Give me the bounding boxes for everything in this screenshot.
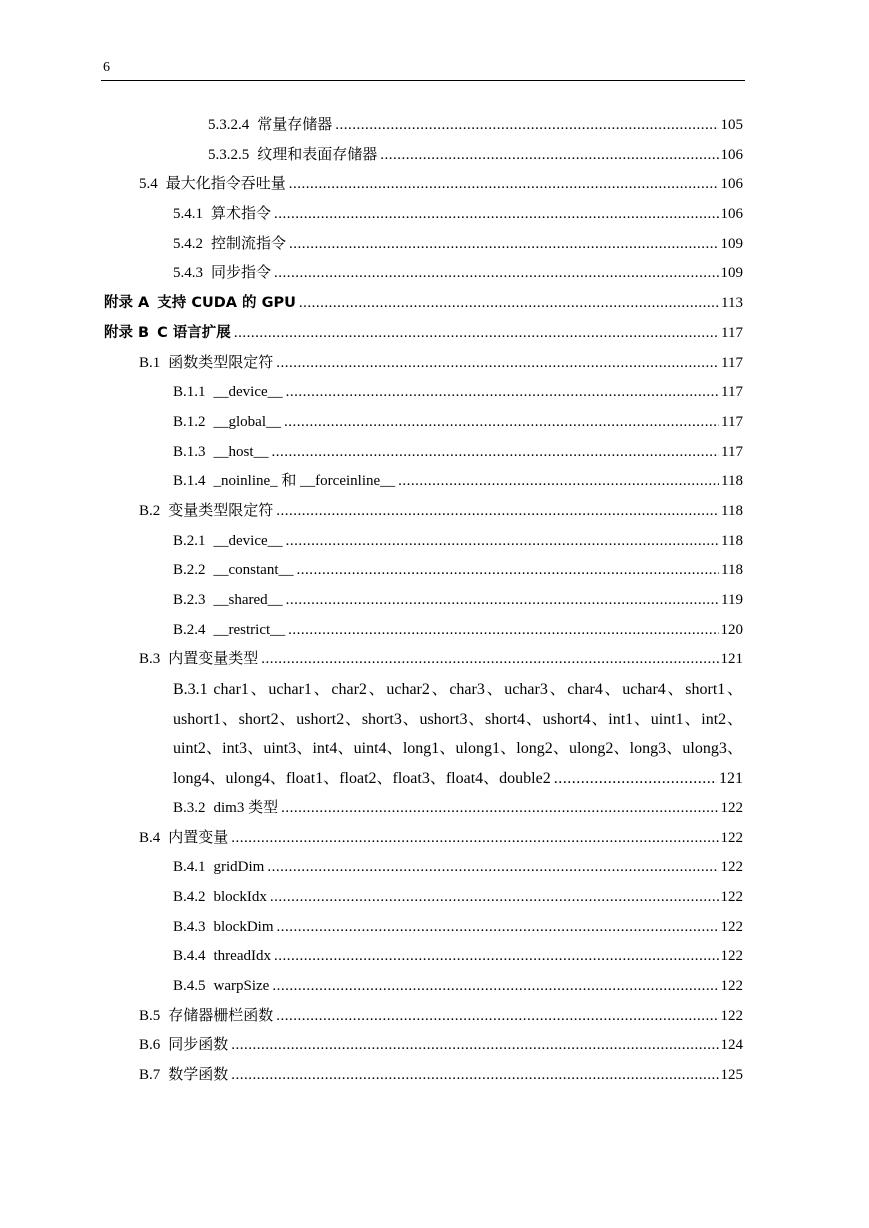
toc-entry-page: 117 xyxy=(721,413,743,430)
toc-entry-row xyxy=(173,913,743,943)
page-number: 6 xyxy=(103,60,110,75)
toc-entry-number: 5.4.3 xyxy=(173,265,203,282)
toc-entry-page: 122 xyxy=(720,918,743,935)
toc-entry-label: 同步指令 xyxy=(211,265,272,282)
toc-entry-row xyxy=(173,586,743,616)
toc-entry-number: B.4.2 xyxy=(173,888,206,905)
dot-leader xyxy=(231,1031,718,1061)
dot-leader xyxy=(231,1061,718,1091)
toc-entry-row xyxy=(208,111,743,141)
toc-entry-label: blockIdx xyxy=(213,888,267,905)
toc-entry-row xyxy=(139,349,743,379)
toc-entry-title xyxy=(139,645,258,675)
dot-leader xyxy=(380,141,718,171)
toc-entry-row xyxy=(173,259,743,289)
toc-entry[interactable] xyxy=(0,972,869,1002)
toc-entry-label: _noinline_ 和 __forceinline__ xyxy=(213,473,396,490)
toc-entry-title xyxy=(104,289,296,319)
toc-entry-number: B.6 xyxy=(139,1037,161,1054)
toc-entry-number: B.2.3 xyxy=(173,592,206,608)
toc-entry-page: 121 xyxy=(720,651,743,668)
toc-entry-row xyxy=(139,645,743,675)
toc-entry-title xyxy=(173,616,285,646)
toc-entry-number: B.2.2 xyxy=(173,562,206,579)
toc-entry-label: 变量类型限定符 xyxy=(168,502,274,519)
toc-entry-title xyxy=(173,942,271,972)
dot-leader xyxy=(289,170,719,200)
toc-entry-number: B.4.4 xyxy=(173,948,206,965)
toc-entry-row xyxy=(208,141,743,171)
toc-entry-page: 118 xyxy=(721,562,743,579)
toc-entry[interactable] xyxy=(0,942,869,972)
dot-leader xyxy=(276,497,719,527)
toc-entry-title xyxy=(139,824,228,854)
toc-entry-row xyxy=(173,794,743,824)
toc-entry-page: 105 xyxy=(720,117,743,133)
toc-entry-page: 119 xyxy=(721,592,743,608)
toc-entry-label: 内置变量 xyxy=(168,829,229,846)
toc-entry-line xyxy=(173,705,743,735)
toc-entry-number: B.4 xyxy=(139,829,161,846)
toc-entry-label: 数学函数 xyxy=(168,1067,229,1083)
toc-entry-label: ushort1、short2、ushort2、short3、ushort3、short4、ushort4、int1、uint1、int2、 xyxy=(173,710,743,728)
toc-entry-title xyxy=(173,853,264,883)
toc-entry-page: 117 xyxy=(721,324,743,341)
toc-entry-label: 函数类型限定符 xyxy=(168,354,274,371)
toc-entry-label: 常量存储器 xyxy=(257,117,333,133)
toc-entry-number: B.2.1 xyxy=(173,532,206,549)
toc-entry[interactable] xyxy=(0,1061,869,1091)
toc-entry[interactable] xyxy=(0,200,869,230)
toc-entry-row xyxy=(139,1061,743,1091)
toc-entry[interactable] xyxy=(0,645,869,675)
toc-entry-label: long4、ulong4、float1、float2、float3、float4、double2 xyxy=(173,770,551,788)
toc-entry-label: 最大化指令吞吐量 xyxy=(165,176,286,193)
toc-entry-page: 122 xyxy=(720,948,743,965)
toc-entry-row xyxy=(173,972,743,1002)
toc-entry[interactable] xyxy=(0,438,869,468)
dot-leader xyxy=(286,378,719,408)
toc-entry-row xyxy=(173,200,743,230)
toc-entry-page: 121 xyxy=(719,770,743,788)
toc-entry-label: dim3 类型 xyxy=(213,799,279,816)
toc-entry-page: 118 xyxy=(721,473,743,490)
toc-entry-page: 122 xyxy=(720,799,743,816)
toc-entry-number: 5.4.1 xyxy=(173,206,203,223)
dot-leader xyxy=(274,942,719,972)
toc-entry-row xyxy=(173,438,743,468)
toc-entry-label: B.3.1 char1、uchar1、char2、uchar2、char3、uchar3、char4、uchar4、short1、 xyxy=(173,681,743,699)
toc-entry-number: 5.4 xyxy=(139,176,158,193)
toc-entry[interactable] xyxy=(0,111,869,141)
dot-leader xyxy=(288,616,718,646)
toc-entry-number: 附录 A xyxy=(104,295,150,312)
toc-entry[interactable] xyxy=(0,289,869,319)
toc-entry-label: C 语言扩展 xyxy=(157,324,231,341)
toc-entry[interactable] xyxy=(0,1002,869,1032)
toc-entry-title xyxy=(173,378,283,408)
dot-leader xyxy=(276,349,719,379)
toc-entry-number: B.2.4 xyxy=(173,621,206,638)
toc-entry-number: B.4.5 xyxy=(173,977,206,994)
toc-entry-label: __device__ xyxy=(213,384,283,401)
toc-entry-label: 内置变量类型 xyxy=(168,651,259,668)
toc-entry-title xyxy=(139,349,273,379)
toc-entry-multiline[interactable] xyxy=(0,675,869,794)
toc-entry-row xyxy=(139,497,743,527)
toc-entry-label: gridDim xyxy=(213,859,265,876)
toc-entry-title xyxy=(173,794,278,824)
toc-entry[interactable] xyxy=(0,497,869,527)
toc-entry[interactable] xyxy=(0,259,869,289)
toc-entry[interactable] xyxy=(0,141,869,171)
toc-entry-title xyxy=(173,230,286,260)
toc-entry-title xyxy=(173,586,283,616)
dot-leader xyxy=(277,913,719,943)
toc-entry[interactable] xyxy=(0,349,869,379)
toc-entry[interactable] xyxy=(0,378,869,408)
toc-entry-title xyxy=(173,883,267,913)
toc-entry-page: 122 xyxy=(720,888,743,905)
dot-leader xyxy=(274,259,718,289)
toc-entry[interactable] xyxy=(0,556,869,586)
toc-entry-number: B.1 xyxy=(139,354,161,371)
toc-entry-row xyxy=(104,289,743,319)
toc-entry-label: 同步函数 xyxy=(168,1037,229,1054)
toc-entry-row xyxy=(139,1002,743,1032)
toc-entry[interactable] xyxy=(0,913,869,943)
dot-leader xyxy=(299,289,719,319)
toc-entry-title xyxy=(173,200,271,230)
toc-entry[interactable] xyxy=(0,794,869,824)
toc-entry-title xyxy=(139,497,273,527)
toc-entry-label: 纹理和表面存储器 xyxy=(257,146,378,163)
toc-entry-page: 122 xyxy=(720,859,743,876)
toc-entry-row xyxy=(173,230,743,260)
toc-entry-number: B.3 xyxy=(139,651,161,668)
toc-entry-label: __shared__ xyxy=(213,592,283,608)
toc-entry-title xyxy=(173,972,269,1002)
toc-entry-number: 5.4.2 xyxy=(173,235,203,252)
toc-entry-line xyxy=(173,764,743,794)
table-of-contents xyxy=(0,111,869,1091)
toc-entry-title xyxy=(104,319,231,349)
dot-leader xyxy=(281,794,718,824)
toc-entry-label: __constant__ xyxy=(213,562,294,579)
toc-entry-title xyxy=(173,913,274,943)
dot-leader xyxy=(289,230,718,260)
toc-entry-row xyxy=(139,1031,743,1061)
toc-entry-title xyxy=(173,556,294,586)
toc-entry-title xyxy=(173,408,281,438)
dot-leader xyxy=(335,111,718,141)
dot-leader xyxy=(231,824,718,854)
dot-leader xyxy=(398,467,719,497)
dot-leader xyxy=(272,972,718,1002)
toc-entry-title xyxy=(208,111,332,141)
toc-entry-number: 附录 B xyxy=(104,324,150,341)
header-rule xyxy=(101,80,745,81)
toc-entry-row xyxy=(139,824,743,854)
toc-entry-number: B.4.1 xyxy=(173,859,206,876)
toc-entry-title xyxy=(173,527,283,557)
toc-entry-line xyxy=(173,675,743,705)
toc-entry-label: __device__ xyxy=(213,532,283,549)
toc-entry-page: 120 xyxy=(720,621,743,638)
toc-entry[interactable] xyxy=(0,824,869,854)
toc-entry-label: 控制流指令 xyxy=(211,235,287,252)
toc-entry-label: __restrict__ xyxy=(213,621,286,638)
toc-entry-page: 118 xyxy=(721,502,743,519)
toc-entry-title xyxy=(173,259,271,289)
toc-entry-page: 118 xyxy=(721,532,743,549)
toc-entry[interactable] xyxy=(0,586,869,616)
toc-entry-number: B.5 xyxy=(139,1007,161,1024)
toc-entry-number: B.3.2 xyxy=(173,799,206,816)
toc-entry-row xyxy=(104,319,743,349)
toc-entry[interactable] xyxy=(0,230,869,260)
toc-entry-title xyxy=(173,438,269,468)
toc-entry-page: 125 xyxy=(720,1067,743,1083)
dot-leader xyxy=(554,764,717,794)
toc-entry-title xyxy=(139,1061,228,1091)
toc-entry[interactable] xyxy=(0,616,869,646)
toc-entry-label: 存储器栅栏函数 xyxy=(168,1007,274,1024)
dot-leader xyxy=(276,1002,718,1032)
toc-entry-page: 122 xyxy=(720,977,743,994)
toc-entry-row xyxy=(173,556,743,586)
toc-entry-number: B.7 xyxy=(139,1067,161,1083)
toc-entry[interactable] xyxy=(0,853,869,883)
toc-entry-row xyxy=(173,527,743,557)
toc-entry-number: B.1.1 xyxy=(173,384,206,401)
toc-entry-row xyxy=(173,942,743,972)
toc-entry-title xyxy=(139,170,286,200)
dot-leader xyxy=(284,408,719,438)
toc-entry-label: uint2、int3、uint3、int4、uint4、long1、ulong1、long2、ulong2、long3、ulong3、 xyxy=(173,740,743,758)
toc-entry-page: 106 xyxy=(720,176,743,193)
toc-entry[interactable] xyxy=(0,1031,869,1061)
toc-entry[interactable] xyxy=(0,467,869,497)
toc-entry-page: 124 xyxy=(720,1037,743,1054)
toc-entry-number: B.2 xyxy=(139,502,161,519)
dot-leader xyxy=(272,438,720,468)
dot-leader xyxy=(297,556,720,586)
toc-entry-page: 117 xyxy=(721,354,743,371)
toc-entry-row xyxy=(139,170,743,200)
toc-entry-label: __host__ xyxy=(213,443,269,460)
toc-entry-row xyxy=(173,408,743,438)
toc-entry-row xyxy=(173,378,743,408)
toc-entry-label: 支持 CUDA 的 GPU xyxy=(157,295,296,312)
toc-entry-number: 5.3.2.5 xyxy=(208,146,250,163)
toc-entry-page: 106 xyxy=(720,146,743,163)
toc-entry-label: blockDim xyxy=(213,918,274,935)
toc-entry-page: 117 xyxy=(721,443,743,460)
dot-leader xyxy=(261,645,718,675)
dot-leader xyxy=(267,853,718,883)
toc-entry-label: __global__ xyxy=(213,413,282,430)
dot-leader xyxy=(286,527,719,557)
toc-entry-title xyxy=(139,1031,228,1061)
dot-leader xyxy=(270,883,719,913)
toc-entry-page: 122 xyxy=(720,829,743,846)
toc-entry-row xyxy=(173,883,743,913)
toc-entry-page: 109 xyxy=(720,265,743,282)
toc-entry-number: B.4.3 xyxy=(173,918,206,935)
toc-entry-number: B.1.4 xyxy=(173,473,206,490)
toc-entry-number: B.1.3 xyxy=(173,443,206,460)
toc-entry-number: B.1.2 xyxy=(173,413,206,430)
toc-entry-label: warpSize xyxy=(213,977,270,994)
toc-entry[interactable] xyxy=(0,408,869,438)
toc-entry-page: 113 xyxy=(721,295,743,312)
toc-entry[interactable] xyxy=(0,527,869,557)
dot-leader xyxy=(286,586,719,616)
toc-entry-page: 106 xyxy=(720,206,743,223)
toc-entry-title xyxy=(173,467,395,497)
toc-entry-line xyxy=(173,734,743,764)
toc-entry-label: threadIdx xyxy=(213,948,271,965)
toc-entry[interactable] xyxy=(0,319,869,349)
toc-entry[interactable] xyxy=(0,170,869,200)
toc-entry-row xyxy=(173,853,743,883)
toc-entry-page: 122 xyxy=(720,1007,743,1024)
toc-entry-row xyxy=(173,467,743,497)
toc-entry-page: 109 xyxy=(720,235,743,252)
toc-entry-number: 5.3.2.4 xyxy=(208,117,250,133)
toc-entry[interactable] xyxy=(0,883,869,913)
toc-entry-title xyxy=(208,141,377,171)
toc-entry-page: 117 xyxy=(721,384,743,401)
dot-leader xyxy=(234,319,719,349)
dot-leader xyxy=(274,200,718,230)
toc-entry-label: 算术指令 xyxy=(211,206,272,223)
toc-entry-title xyxy=(139,1002,273,1032)
toc-entry-row xyxy=(173,616,743,646)
